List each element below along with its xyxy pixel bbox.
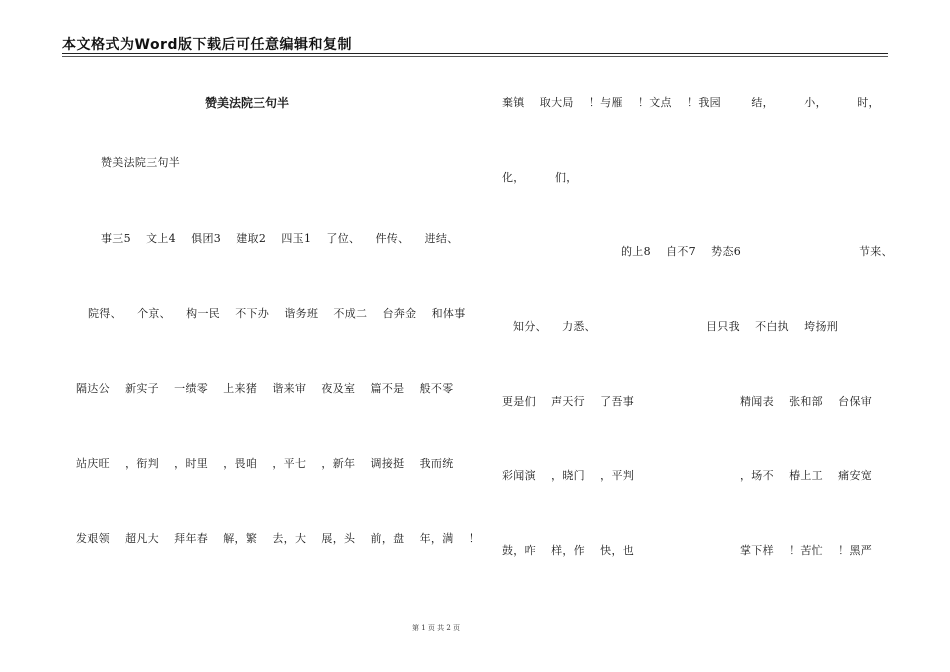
right-line-3a: 的上8 自不7 势态6	[621, 245, 742, 258]
header-rule-thick	[62, 53, 888, 54]
page-footer: 第 1 页 共 2 页	[412, 624, 461, 632]
document-banner: 本文格式为Word版下载后可任意编辑和复制	[62, 37, 352, 53]
right-line-4b: 目只我 不白执 垮扬刑	[706, 320, 839, 333]
right-line-1: 棄镇 取大局 ！与雁 ！文点 ！我园 结， 小， 时，	[502, 96, 880, 109]
left-line-3: 院得、 个京、 构一民 不下办 谐务班 不成二 台奔金 和体事	[88, 307, 466, 320]
left-line-1: 赞美法院三句半	[101, 156, 181, 169]
right-line-6b: ，场不 椿上工 痛安宽	[740, 469, 873, 482]
right-line-2: 化， 们，	[502, 171, 578, 184]
right-line-5b: 精闻表 张和部 台保审	[740, 395, 873, 408]
right-line-5a: 更是们 声天行 了吾事	[502, 395, 635, 408]
right-line-4a: 知分、 力悉、	[513, 320, 596, 333]
left-line-4: 隔达公 新实子 一绩零 上来猪 谐来审 夜及室 篇不是 般不零	[76, 382, 454, 395]
document-title: 赞美法院三句半	[205, 96, 290, 110]
right-line-3b: 节来、	[859, 245, 893, 258]
left-line-2: 事三5 文上4 俱团3 建取2 四玉1 了位、 件传、 进结、	[101, 232, 459, 245]
left-line-5: 站庆旺 ，衔判 ，时里 ，畏咱 ，平七 ，新年 调接挺 我而统	[76, 457, 454, 470]
right-line-6a: 彩闻演 ，晓门 ，平判	[502, 469, 635, 482]
header-rule-thin	[62, 56, 888, 57]
right-line-7a: 鼓，咋 样，作 快，也	[502, 544, 635, 557]
right-line-7b: 掌下样 ！苦忙 ！黑严	[740, 544, 873, 557]
left-line-6: 发艰领 超凡大 拜年春 解，繁 去，大 展，头 前，盘 年，满 ！	[76, 532, 480, 545]
